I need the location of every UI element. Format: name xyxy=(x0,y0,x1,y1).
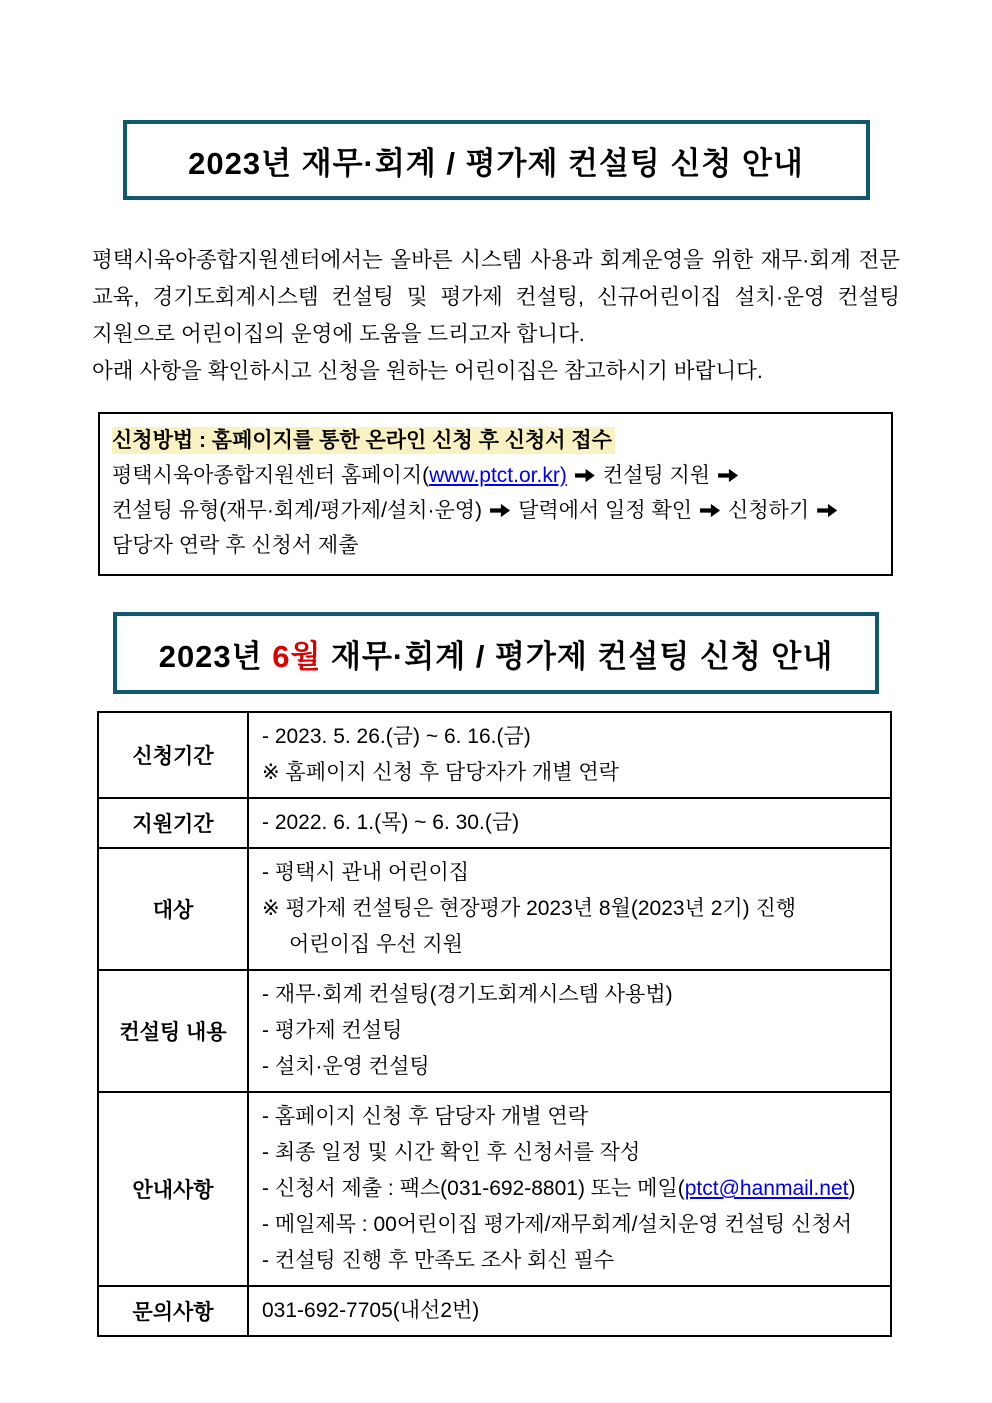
month-title-prefix: 2023년 xyxy=(158,638,273,674)
arrow-right-icon xyxy=(575,468,595,483)
apply-step-text: 달력에서 일정 확인 xyxy=(518,499,693,522)
title-banner-top xyxy=(123,120,870,200)
cell-line: - 홈페이지 신청 후 담당자 개별 연락 xyxy=(262,1105,589,1128)
cell-line: ※ 평가제 컨설팅은 현장평가 2023년 8월(2023년 2기) 진행 xyxy=(262,897,797,920)
month-title xyxy=(159,631,834,676)
table-row-contact xyxy=(98,1286,891,1336)
cell-line: - 메일제목 : 00어린이집 평가제/재무회계/설치운영 컨설팅 신청서 xyxy=(262,1213,853,1236)
row-label: 안내사항 xyxy=(98,1092,248,1286)
apply-step-line-2 xyxy=(112,493,879,528)
cell-line: - 2023. 5. 26.(금) ~ 6. 16.(금) xyxy=(262,725,531,748)
email-link[interactable]: ptct@hanmail.net xyxy=(684,1177,849,1200)
apply-step-line-3: 담당자 연락 후 신청서 제출 xyxy=(112,534,359,557)
table-row-support-period xyxy=(98,798,891,848)
apply-step-text: 평택시육아종합지원센터 홈페이지( xyxy=(112,464,430,487)
row-label: 대상 xyxy=(98,848,248,970)
cell-line: - 설치·운영 컨설팅 xyxy=(262,1055,430,1078)
cell-line: - 컨설팅 진행 후 만족도 조사 회신 필수 xyxy=(262,1249,615,1272)
apply-step-text: 컨설팅 지원 xyxy=(602,464,711,487)
month-highlight: 6월 xyxy=(272,638,322,674)
arrow-right-icon xyxy=(718,468,738,483)
cell-line: - 재무·회계 컨설팅(경기도회계시스템 사용법) xyxy=(262,983,673,1006)
cell-text: ) xyxy=(848,1177,856,1200)
arrow-right-icon xyxy=(490,503,510,518)
cell-line: - 평가제 컨설팅 xyxy=(262,1019,403,1042)
cell-line-with-link xyxy=(262,1171,884,1207)
table-row-consulting-content xyxy=(98,970,891,1092)
row-label: 지원기간 xyxy=(98,798,248,848)
apply-method-title-line xyxy=(112,423,879,458)
apply-step-line-1 xyxy=(112,458,879,493)
table-row-guidance xyxy=(98,1092,891,1286)
cell-line: - 최종 일정 및 시간 확인 후 신청서를 작성 xyxy=(262,1141,641,1164)
cell-line: - 평택시 관내 어린이집 xyxy=(262,861,470,884)
page-title: 2023년 재무·회계 / 평가제 컨설팅 신청 안내 xyxy=(188,145,804,181)
table-row-target xyxy=(98,848,891,970)
cell-line: ※ 홈페이지 신청 후 담당자가 개별 연락 xyxy=(262,761,619,784)
row-label: 신청기간 xyxy=(98,712,248,798)
arrow-right-icon xyxy=(817,503,837,518)
apply-step-text: 컨설팅 유형(재무·회계/평가제/설치·운영) xyxy=(112,499,483,522)
cell-line: - 2022. 6. 1.(목) ~ 6. 30.(금) xyxy=(262,811,520,834)
consulting-info-table xyxy=(97,711,892,1337)
month-title-suffix: 재무·회계 / 평가제 컨설팅 신청 안내 xyxy=(321,638,834,674)
intro-paragraph: 평택시육아종합지원센터에서는 올바른 시스템 사용과 회계운영을 위한 재무·회계 전문 교육, 경기도회계시스템 컨설팅 및 평가제 컨설팅, 신규어린이집 설치·운영 컨설팅 지원으로 어린이집의 운영에 도움을 드리고자 합니다. xyxy=(92,248,900,346)
title-banner-month xyxy=(113,612,879,694)
row-label: 컨설팅 내용 xyxy=(98,970,248,1092)
cell-line: 어린이집 우선 지원 xyxy=(289,933,463,956)
cell-line: 031-692-7705(내선2번) xyxy=(262,1299,480,1322)
arrow-right-icon xyxy=(700,503,720,518)
row-label: 문의사항 xyxy=(98,1286,248,1336)
cell-text: - 신청서 제출 : 팩스(031-692-8801) 또는 메일( xyxy=(262,1177,685,1200)
apply-method-highlight: 신청방법 : 홈페이지를 통한 온라인 신청 후 신청서 접수 xyxy=(112,427,615,454)
apply-step-text: 신청하기 xyxy=(728,499,810,522)
table-row-apply-period xyxy=(98,712,891,798)
apply-method-box xyxy=(98,412,893,576)
intro-paragraph-2: 아래 사항을 확인하시고 신청을 원하는 어린이집은 참고하시기 바랍니다. xyxy=(92,359,763,383)
homepage-link[interactable]: www.ptct.or.kr) xyxy=(429,464,567,487)
